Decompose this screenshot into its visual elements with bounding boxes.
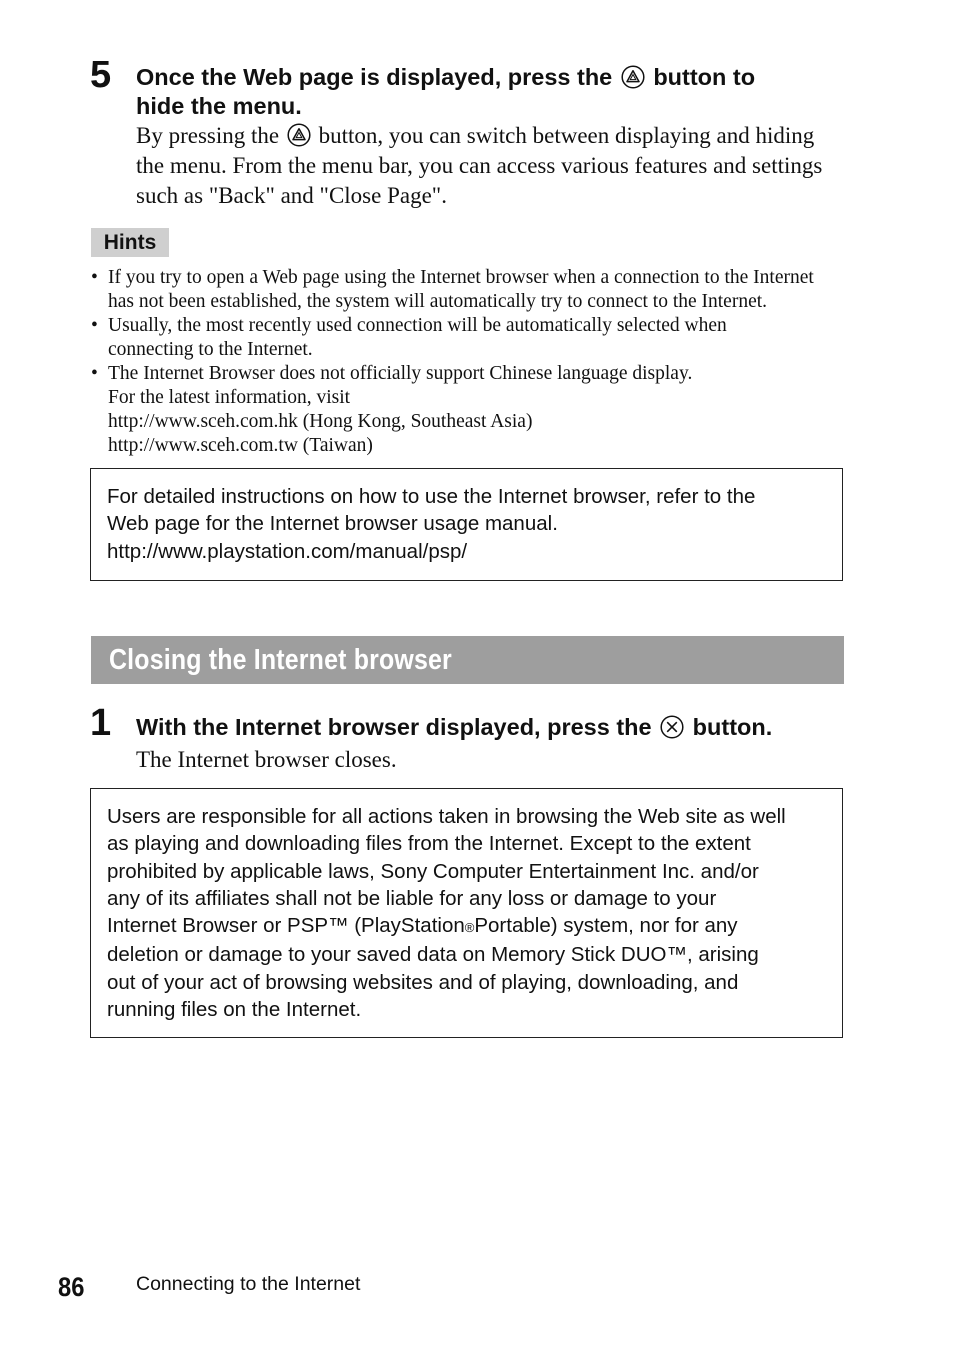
registered-mark: ® [464, 920, 475, 936]
page-number: 86 [58, 1272, 85, 1302]
manual-info-box: For detailed instructions on how to use the Internet browser, refer to the Web page for the Internet browser usage manual. http://www.playstation.com/manual/psp/ [90, 468, 843, 581]
step-1-body: The Internet browser closes. [136, 747, 397, 772]
step-5-heading-text-after: button to [653, 64, 756, 90]
section-header-bar [91, 636, 844, 684]
step-5-body-line2: the menu. From the menu bar, you can access various features and settings [136, 153, 823, 178]
link-manual[interactable]: http://www.playstation.com/manual/psp/ [107, 539, 468, 563]
step-1-heading-text: With the Internet browser displayed, press the [136, 714, 652, 740]
step-5-heading [136, 63, 755, 121]
step-number-1: 1 [90, 702, 112, 744]
step-1-heading [136, 713, 772, 742]
hints-label: Hints [91, 228, 169, 257]
link-sceh-tw[interactable]: http://www.sceh.com.tw (Taiwan) [108, 435, 373, 456]
step-5-body-line3: such as "Back" and "Close Page". [136, 183, 447, 208]
triangle-button-icon [621, 65, 645, 89]
hint-item: • The Internet Browser does not officially support Chinese language display. For the latest information, visit http://www.sceh.com.hk (Hong Kong, Southeast Asia) http://www.sceh.com.tw (Taiwan) [91, 362, 851, 458]
step-5-body-text-after: button, you can switch between displaying and hiding [318, 123, 815, 148]
step-number-5: 5 [90, 54, 112, 96]
link-sceh-hk[interactable]: http://www.sceh.com.hk (Hong Kong, Southeast Asia) [108, 411, 533, 432]
hints-list [91, 266, 851, 458]
step-5-body [136, 121, 822, 211]
triangle-button-icon [287, 123, 311, 147]
footer-section-name: Connecting to the Internet [136, 1273, 361, 1295]
section-title: Closing the Internet browser [109, 644, 452, 676]
hint-item: • Usually, the most recently used connection will be automatically selected when connecting to the Internet. [91, 315, 727, 360]
step-1-heading-text-after: button. [692, 714, 773, 740]
step-5-heading-line2: hide the menu. [136, 93, 302, 119]
disclaimer-box: Users are responsible for all actions taken in browsing the Web site as well as playing and downloading files from the Internet. Except to the extent prohibited by applicable laws, Sony Computer Entertainment Inc. and/or any of its affiliates shall not be liable for any loss or damage to your Internet Browser or PSP™ (PlayStation®Portable) system, nor for any deletion or damage to your saved data on Memory Stick DUO™, arising out of your act of browsing websites and of playing, downloading, and running files on the Internet. [90, 788, 843, 1038]
cross-button-icon [660, 715, 684, 739]
step-5-heading-text: Once the Web page is displayed, press the [136, 64, 613, 90]
step-5-body-text: By pressing the [136, 123, 280, 148]
hint-item: • If you try to open a Web page using the Internet browser when a connection to the Internet has not been established, the system will automatically try to connect to the Internet. [91, 267, 814, 312]
